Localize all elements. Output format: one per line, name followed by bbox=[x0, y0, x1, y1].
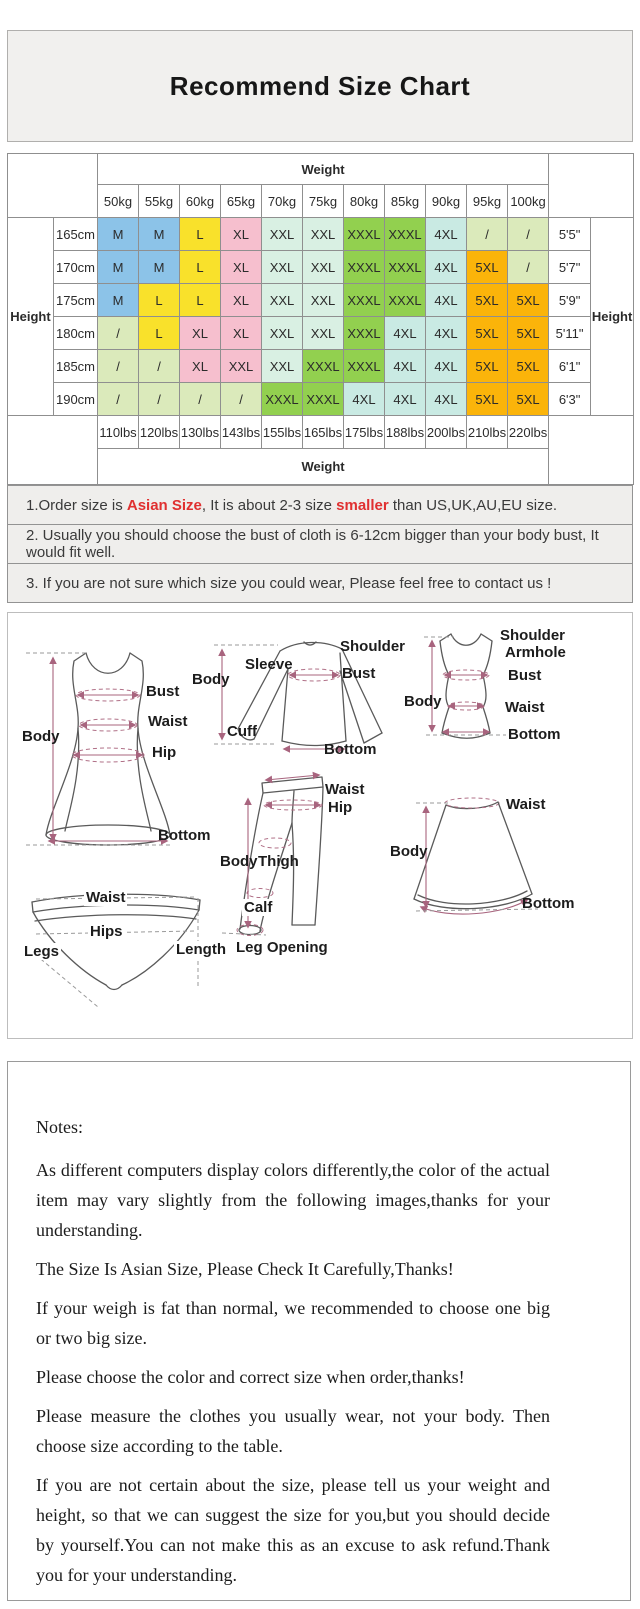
size-cell: XXXL bbox=[385, 251, 426, 284]
size-cell: XXL bbox=[262, 251, 303, 284]
size-cell: 4XL bbox=[426, 218, 467, 251]
height-cm-cell: 170cm bbox=[54, 251, 98, 284]
smaller-highlight: smaller bbox=[336, 496, 389, 514]
kg-cell: 60kg bbox=[180, 185, 221, 218]
vest-waist-label: Waist bbox=[505, 699, 545, 716]
dress-sketch bbox=[26, 653, 170, 845]
size-cell: XXXL bbox=[262, 383, 303, 416]
size-row bbox=[8, 350, 634, 383]
size-cell: / bbox=[467, 218, 508, 251]
kg-cell: 80kg bbox=[344, 185, 385, 218]
size-cell: 5XL bbox=[467, 317, 508, 350]
shirt-sleeve-label: Sleeve bbox=[245, 656, 293, 673]
size-cell: 4XL bbox=[426, 317, 467, 350]
size-cell: 4XL bbox=[426, 383, 467, 416]
notes-heading: Notes: bbox=[36, 1117, 83, 1137]
size-cell: M bbox=[98, 218, 139, 251]
height-cm-cell: 180cm bbox=[54, 317, 98, 350]
measurement-diagram-panel bbox=[7, 612, 633, 1039]
vest-sketch bbox=[424, 634, 506, 738]
height-header-left: Height bbox=[8, 218, 54, 416]
asian-size-highlight: Asian Size bbox=[126, 496, 202, 514]
size-cell: / bbox=[139, 383, 180, 416]
size-cell: XXL bbox=[303, 284, 344, 317]
size-cell: / bbox=[98, 317, 139, 350]
corner-bottom-left bbox=[8, 416, 98, 485]
size-cell: 5XL bbox=[467, 383, 508, 416]
size-cell: / bbox=[508, 251, 549, 284]
height-ft-cell: 5'11" bbox=[549, 317, 591, 350]
size-cell: XXXL bbox=[385, 284, 426, 317]
kg-cell: 95kg bbox=[467, 185, 508, 218]
sizing-note-1 bbox=[7, 485, 633, 525]
size-cell: / bbox=[221, 383, 262, 416]
skirt-body-label: Body bbox=[390, 843, 428, 860]
size-cell: XXL bbox=[303, 218, 344, 251]
size-cell: 5XL bbox=[467, 284, 508, 317]
lbs-cell: 210lbs bbox=[467, 416, 508, 449]
briefs-length-label: Length bbox=[176, 941, 226, 958]
lbs-cell: 165lbs bbox=[303, 416, 344, 449]
note2-text: 2. Usually you should choose the bust of cloth is 6-12cm bigger than your body bust, It would fit well. bbox=[26, 527, 599, 561]
size-cell: XXL bbox=[262, 317, 303, 350]
size-cell: / bbox=[98, 383, 139, 416]
dress-bottom-label: Bottom bbox=[158, 827, 211, 844]
size-cell: XXXL bbox=[385, 218, 426, 251]
size-cell: / bbox=[98, 350, 139, 383]
size-cell: 4XL bbox=[344, 383, 385, 416]
height-ft-cell: 6'1" bbox=[549, 350, 591, 383]
size-row bbox=[8, 317, 634, 350]
weight-header-row bbox=[8, 154, 634, 185]
notes-paragraph: The Size Is Asian Size, Please Check It Carefully,Thanks! bbox=[36, 1259, 454, 1279]
page-title: Recommend Size Chart bbox=[169, 70, 471, 101]
size-row bbox=[8, 218, 634, 251]
lbs-cell: 188lbs bbox=[385, 416, 426, 449]
size-cell: M bbox=[139, 251, 180, 284]
size-cell: 5XL bbox=[508, 284, 549, 317]
size-cell: 4XL bbox=[385, 317, 426, 350]
notes-paragraph: If you are not certain about the size, please tell us your weight and height, so that we can suggest the size for you,but you should decide by yourself.You can not make this as an excuse to ask refund.Thank you for your understanding. bbox=[36, 1475, 550, 1585]
briefs-legs-label: Legs bbox=[24, 943, 60, 960]
size-cell: 4XL bbox=[426, 284, 467, 317]
kg-cell: 100kg bbox=[508, 185, 549, 218]
notes-paragraph: As different computers display colors differently,the color of the actual item may vary slightly from the following images,thanks for your understanding. bbox=[36, 1160, 550, 1240]
size-chart-title-box bbox=[7, 30, 633, 142]
size-cell: 5XL bbox=[508, 317, 549, 350]
sizing-note-3 bbox=[7, 563, 633, 603]
shirt-bust-label: Bust bbox=[342, 665, 376, 682]
kg-cell: 65kg bbox=[221, 185, 262, 218]
lbs-cell: 155lbs bbox=[262, 416, 303, 449]
sizing-note-2 bbox=[7, 524, 633, 564]
shirt-shoulder-label: Shoulder bbox=[340, 638, 406, 655]
size-cell: L bbox=[180, 251, 221, 284]
lbs-row bbox=[8, 416, 634, 449]
height-header-right: Height bbox=[591, 218, 634, 416]
size-cell: XXXL bbox=[344, 251, 385, 284]
vest-shoulder-label: Shoulder bbox=[500, 627, 566, 644]
note1-text: 1.Order size is Asian Size, It is about 2-3 size smaller than US,UK,AU,EU size. bbox=[26, 496, 558, 514]
size-cell: 4XL bbox=[426, 350, 467, 383]
size-row bbox=[8, 383, 634, 416]
size-cell: 4XL bbox=[426, 251, 467, 284]
kg-cell: 50kg bbox=[98, 185, 139, 218]
skirt-sketch bbox=[414, 798, 538, 914]
size-cell: XL bbox=[180, 350, 221, 383]
height-ft-cell: 6'3" bbox=[549, 383, 591, 416]
pants-thigh-label: Thigh bbox=[258, 853, 299, 870]
height-cm-cell: 190cm bbox=[54, 383, 98, 416]
pants-leg-opening-label: Leg Opening bbox=[236, 939, 328, 956]
size-cell: / bbox=[180, 383, 221, 416]
size-cell: L bbox=[139, 284, 180, 317]
size-cell: XXL bbox=[262, 284, 303, 317]
size-cell: XXXL bbox=[344, 317, 385, 350]
size-cell: / bbox=[508, 218, 549, 251]
dress-hip-label: Hip bbox=[152, 744, 177, 761]
notes-panel bbox=[7, 1061, 631, 1601]
size-cell: 4XL bbox=[385, 383, 426, 416]
notes-paragraph: If your weigh is fat than normal, we recommended to choose one big or two big size. bbox=[36, 1298, 550, 1348]
size-cell: L bbox=[180, 284, 221, 317]
shirt-bottom-label: Bottom bbox=[324, 741, 377, 758]
vest-bust-label: Bust bbox=[508, 667, 542, 684]
lbs-cell: 110lbs bbox=[98, 416, 139, 449]
height-ft-cell: 5'7" bbox=[549, 251, 591, 284]
size-cell: XL bbox=[180, 317, 221, 350]
corner-top-left bbox=[8, 154, 98, 218]
size-cell: XXXL bbox=[303, 383, 344, 416]
size-cell: / bbox=[139, 350, 180, 383]
shirt-body-label: Body bbox=[192, 671, 230, 688]
notes-paragraph: Please measure the clothes you usually wear, not your body. Then choose size according to the table. bbox=[36, 1406, 550, 1456]
size-table-body bbox=[8, 154, 634, 485]
kg-cell: 70kg bbox=[262, 185, 303, 218]
lbs-cell: 120lbs bbox=[139, 416, 180, 449]
size-row bbox=[8, 284, 634, 317]
note3-text: 3. If you are not sure which size you could wear, Please feel free to contact us ! bbox=[26, 574, 552, 592]
size-cell: XXL bbox=[303, 317, 344, 350]
kg-cell: 75kg bbox=[303, 185, 344, 218]
height-cm-cell: 175cm bbox=[54, 284, 98, 317]
dress-waist-label: Waist bbox=[148, 713, 188, 730]
briefs-waist-label: Waist bbox=[86, 889, 126, 906]
weight-header-top: Weight bbox=[98, 154, 549, 185]
pants-hip-label: Hip bbox=[328, 799, 353, 816]
lbs-cell: 175lbs bbox=[344, 416, 385, 449]
lbs-cell: 143lbs bbox=[221, 416, 262, 449]
kg-header-row bbox=[8, 185, 634, 218]
size-cell: 5XL bbox=[467, 350, 508, 383]
notes-paragraph: Please choose the color and correct size when order,thanks! bbox=[36, 1367, 465, 1387]
pants-waist-label: Waist bbox=[325, 781, 365, 798]
size-cell: XL bbox=[221, 218, 262, 251]
size-chart-table bbox=[7, 153, 634, 485]
height-cm-cell: 165cm bbox=[54, 218, 98, 251]
lbs-cell: 200lbs bbox=[426, 416, 467, 449]
vest-bottom-label: Bottom bbox=[508, 726, 561, 743]
height-ft-cell: 5'9" bbox=[549, 284, 591, 317]
size-cell: XXL bbox=[303, 251, 344, 284]
dress-body-label: Body bbox=[22, 728, 60, 745]
size-cell: 4XL bbox=[385, 350, 426, 383]
size-cell: XL bbox=[221, 251, 262, 284]
vest-body-label: Body bbox=[404, 693, 442, 710]
size-cell: M bbox=[139, 218, 180, 251]
corner-bottom-right bbox=[549, 416, 634, 485]
dress-bust-label: Bust bbox=[146, 683, 180, 700]
weight-footer-row bbox=[8, 449, 634, 485]
skirt-waist-label: Waist bbox=[506, 796, 546, 813]
height-ft-cell: 5'5" bbox=[549, 218, 591, 251]
lbs-cell: 220lbs bbox=[508, 416, 549, 449]
corner-top-right bbox=[549, 154, 634, 218]
size-cell: M bbox=[98, 251, 139, 284]
size-cell: 5XL bbox=[467, 251, 508, 284]
kg-cell: 85kg bbox=[385, 185, 426, 218]
briefs-hips-label: Hips bbox=[90, 923, 123, 940]
skirt-bottom-label: Bottom bbox=[522, 895, 575, 912]
kg-cell: 55kg bbox=[139, 185, 180, 218]
size-cell: XXXL bbox=[344, 284, 385, 317]
shirt-cuff-label: Cuff bbox=[227, 723, 257, 740]
weight-header-bottom: Weight bbox=[98, 449, 549, 485]
size-cell: XXXL bbox=[344, 218, 385, 251]
size-cell: XXL bbox=[262, 350, 303, 383]
size-cell: XL bbox=[221, 317, 262, 350]
size-cell: XXL bbox=[262, 218, 303, 251]
size-cell: XL bbox=[221, 284, 262, 317]
pants-body-label: Body bbox=[220, 853, 258, 870]
pants-calf-label: Calf bbox=[244, 899, 273, 916]
size-cell: XXXL bbox=[344, 350, 385, 383]
vest-armhole-label: Armhole bbox=[505, 644, 566, 661]
size-cell: M bbox=[98, 284, 139, 317]
size-cell: 5XL bbox=[508, 383, 549, 416]
size-cell: XXXL bbox=[303, 350, 344, 383]
lbs-cell: 130lbs bbox=[180, 416, 221, 449]
kg-cell: 90kg bbox=[426, 185, 467, 218]
size-row bbox=[8, 251, 634, 284]
size-cell: XXL bbox=[221, 350, 262, 383]
size-cell: L bbox=[180, 218, 221, 251]
size-cell: 5XL bbox=[508, 350, 549, 383]
size-cell: L bbox=[139, 317, 180, 350]
height-cm-cell: 185cm bbox=[54, 350, 98, 383]
